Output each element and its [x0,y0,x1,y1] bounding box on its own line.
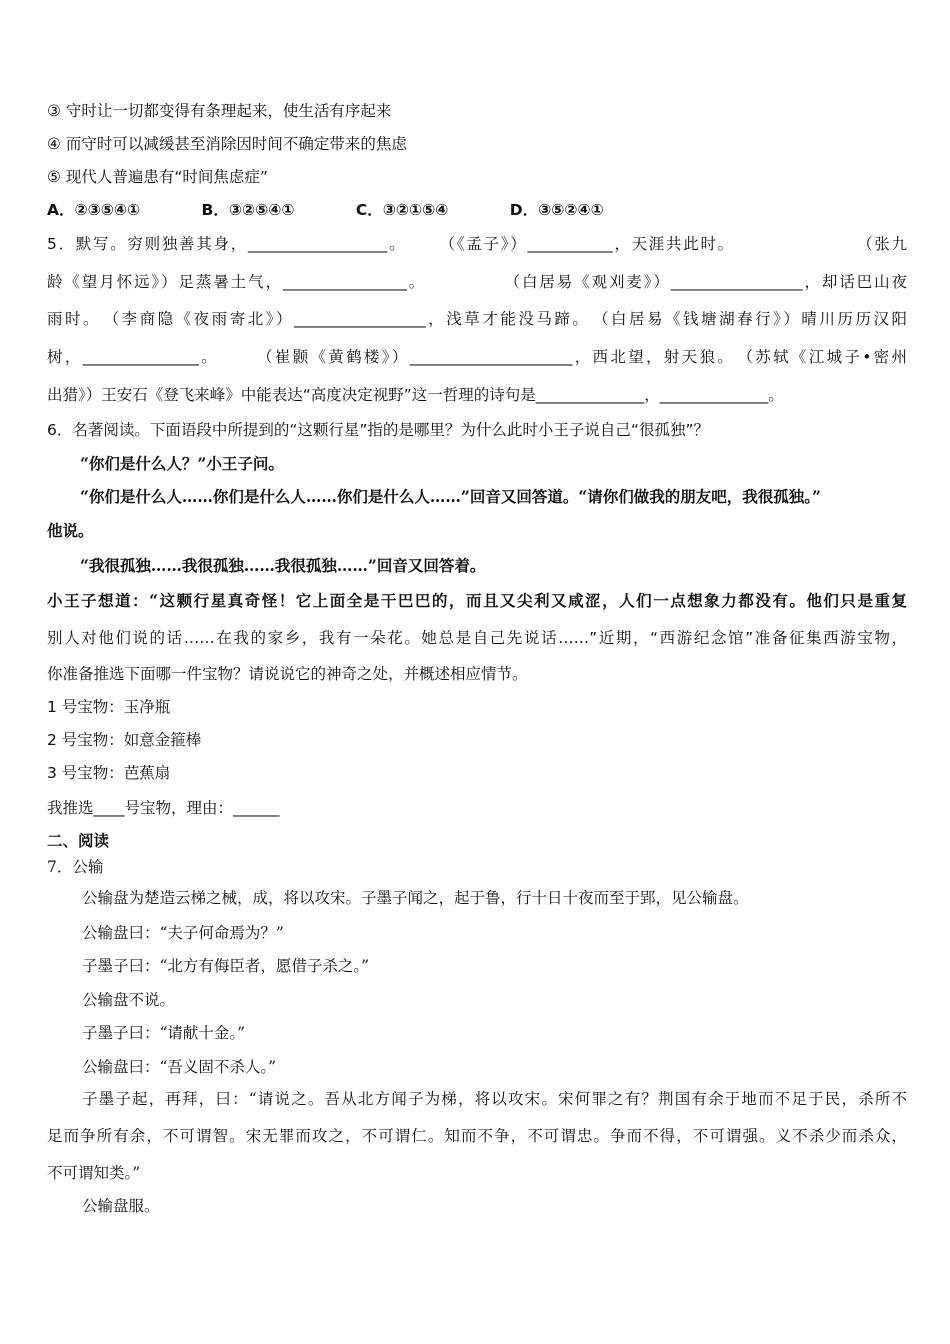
q5-line-4: 树，_______________。 （崔颢《黄鹤楼》）_____________________，西北望，射天狼。 （苏轼《江城子•密州 [47,348,907,366]
answer-options [47,199,907,221]
q5-line-5: 出猎》）王安石《登飞来峰》中能表达“高度决定视野”这一哲理的诗句是______________，______________。 [47,386,784,404]
passage-p6: 公输盘曰：“吾义固不杀人。” [82,1058,277,1076]
passage-p7-line-2: 足而争所有余，不可谓智。宋无罪而攻之，不可谓仁。知而不争，不可谓忠。争而不得，不可谓强。义不杀少而杀众， [47,1127,907,1145]
passage-p4: 公输盘不说。 [82,991,176,1009]
section-heading: 二、阅读 [47,832,110,850]
q6-quote-3: “我很孤独……我很孤独……我很孤独……”回音又回答着。 [80,556,486,575]
sentence-5: ⑤ 现代人普遍患有“时间焦虑症” [47,168,268,186]
passage-p8: 公输盘服。 [82,1197,160,1215]
passage-p1: 公输盘为楚造云梯之械，成，将以攻宋。子墨子闻之，起于鲁，行十日十夜而至于郢，见公输盘。 [82,889,749,907]
q6-question: 6．名著阅读。下面语段中所提到的“这颗行星”指的是哪里？为什么此时小王子说自己“很孤独”？ [47,421,709,439]
option-c: C．③②①⑤④ [355,201,449,219]
q6-quote-4: 小王子想道：“这颗行星真奇怪！它上面全是干巴巴的，而且又尖利又咸涩，人们一点想象力都没有。他们只是重复 [47,591,907,610]
q5-line-2: 龄《望月怀远》）足蒸暑土气，________________。 （白居易《观刈麦》）_________________，却话巴山夜 [47,273,907,291]
passage-p7-line-3: 不可谓知类。” [47,1164,141,1182]
sentence-4: ④ 而守时可以减缓甚至消除因时间不确定带来的焦虑 [47,135,407,153]
passage-p7-line-1: 子墨子起，再拜，曰：“请说之。吾从北方闻子为梯，将以攻宋。宋何罪之有？荆国有余于地而不足于民，杀所不 [82,1090,907,1108]
q5-line-3: 雨时。 （李商隐《夜雨寄北》）_________________，浅草才能没马蹄。 （白居易《钱塘湖春行》）晴川历历汉阳 [47,310,907,328]
q6-quote-2: “你们是什么人……你们是什么人……你们是什么人……”回音又回答道。“请你们做我的朋友吧，我很孤独。” [80,487,821,506]
q7-title: 7．公输 [47,858,104,876]
q5-line-1: 5．默写。穷则独善其身，__________________。 （《孟子》）___________，天涯共此时。 （张九 [47,235,907,253]
option-a: A．②③⑤④① [47,201,141,219]
treasure-3: 3 号宝物：芭蕉扇 [47,764,171,782]
option-b: B．③②⑤④① [201,201,295,219]
treasure-1: 1 号宝物：玉净瓶 [47,698,171,716]
q6-prompt-1: 别人对他们说的话……在我的家乡，我有一朵花。她总是自己先说话……”近期，“西游纪念馆”准备征集西游宝物， [47,629,907,647]
q6-prompt-2: 你准备推选下面哪一件宝物？请说说它的神奇之处，并概述相应情节。 [47,665,528,683]
passage-p2: 公输盘曰：“夫子何命焉为？” [82,924,284,942]
sentence-3: ③ 守时让一切都变得有条理起来，使生活有序起来 [47,102,392,120]
q6-answer-line: 我推选____号宝物，理由：______ [47,799,280,817]
treasure-2: 2 号宝物：如意金箍棒 [47,731,202,749]
q6-quote-1: “你们是什么人？”小王子问。 [80,454,284,473]
option-d: D．③⑤②④① [509,201,604,219]
passage-p5: 子墨子曰：“请献十金。” [82,1024,246,1042]
passage-p3: 子墨子曰：“北方有侮臣者，愿借子杀之。” [82,957,370,975]
q6-quote-2-end: 他说。 [47,521,94,540]
